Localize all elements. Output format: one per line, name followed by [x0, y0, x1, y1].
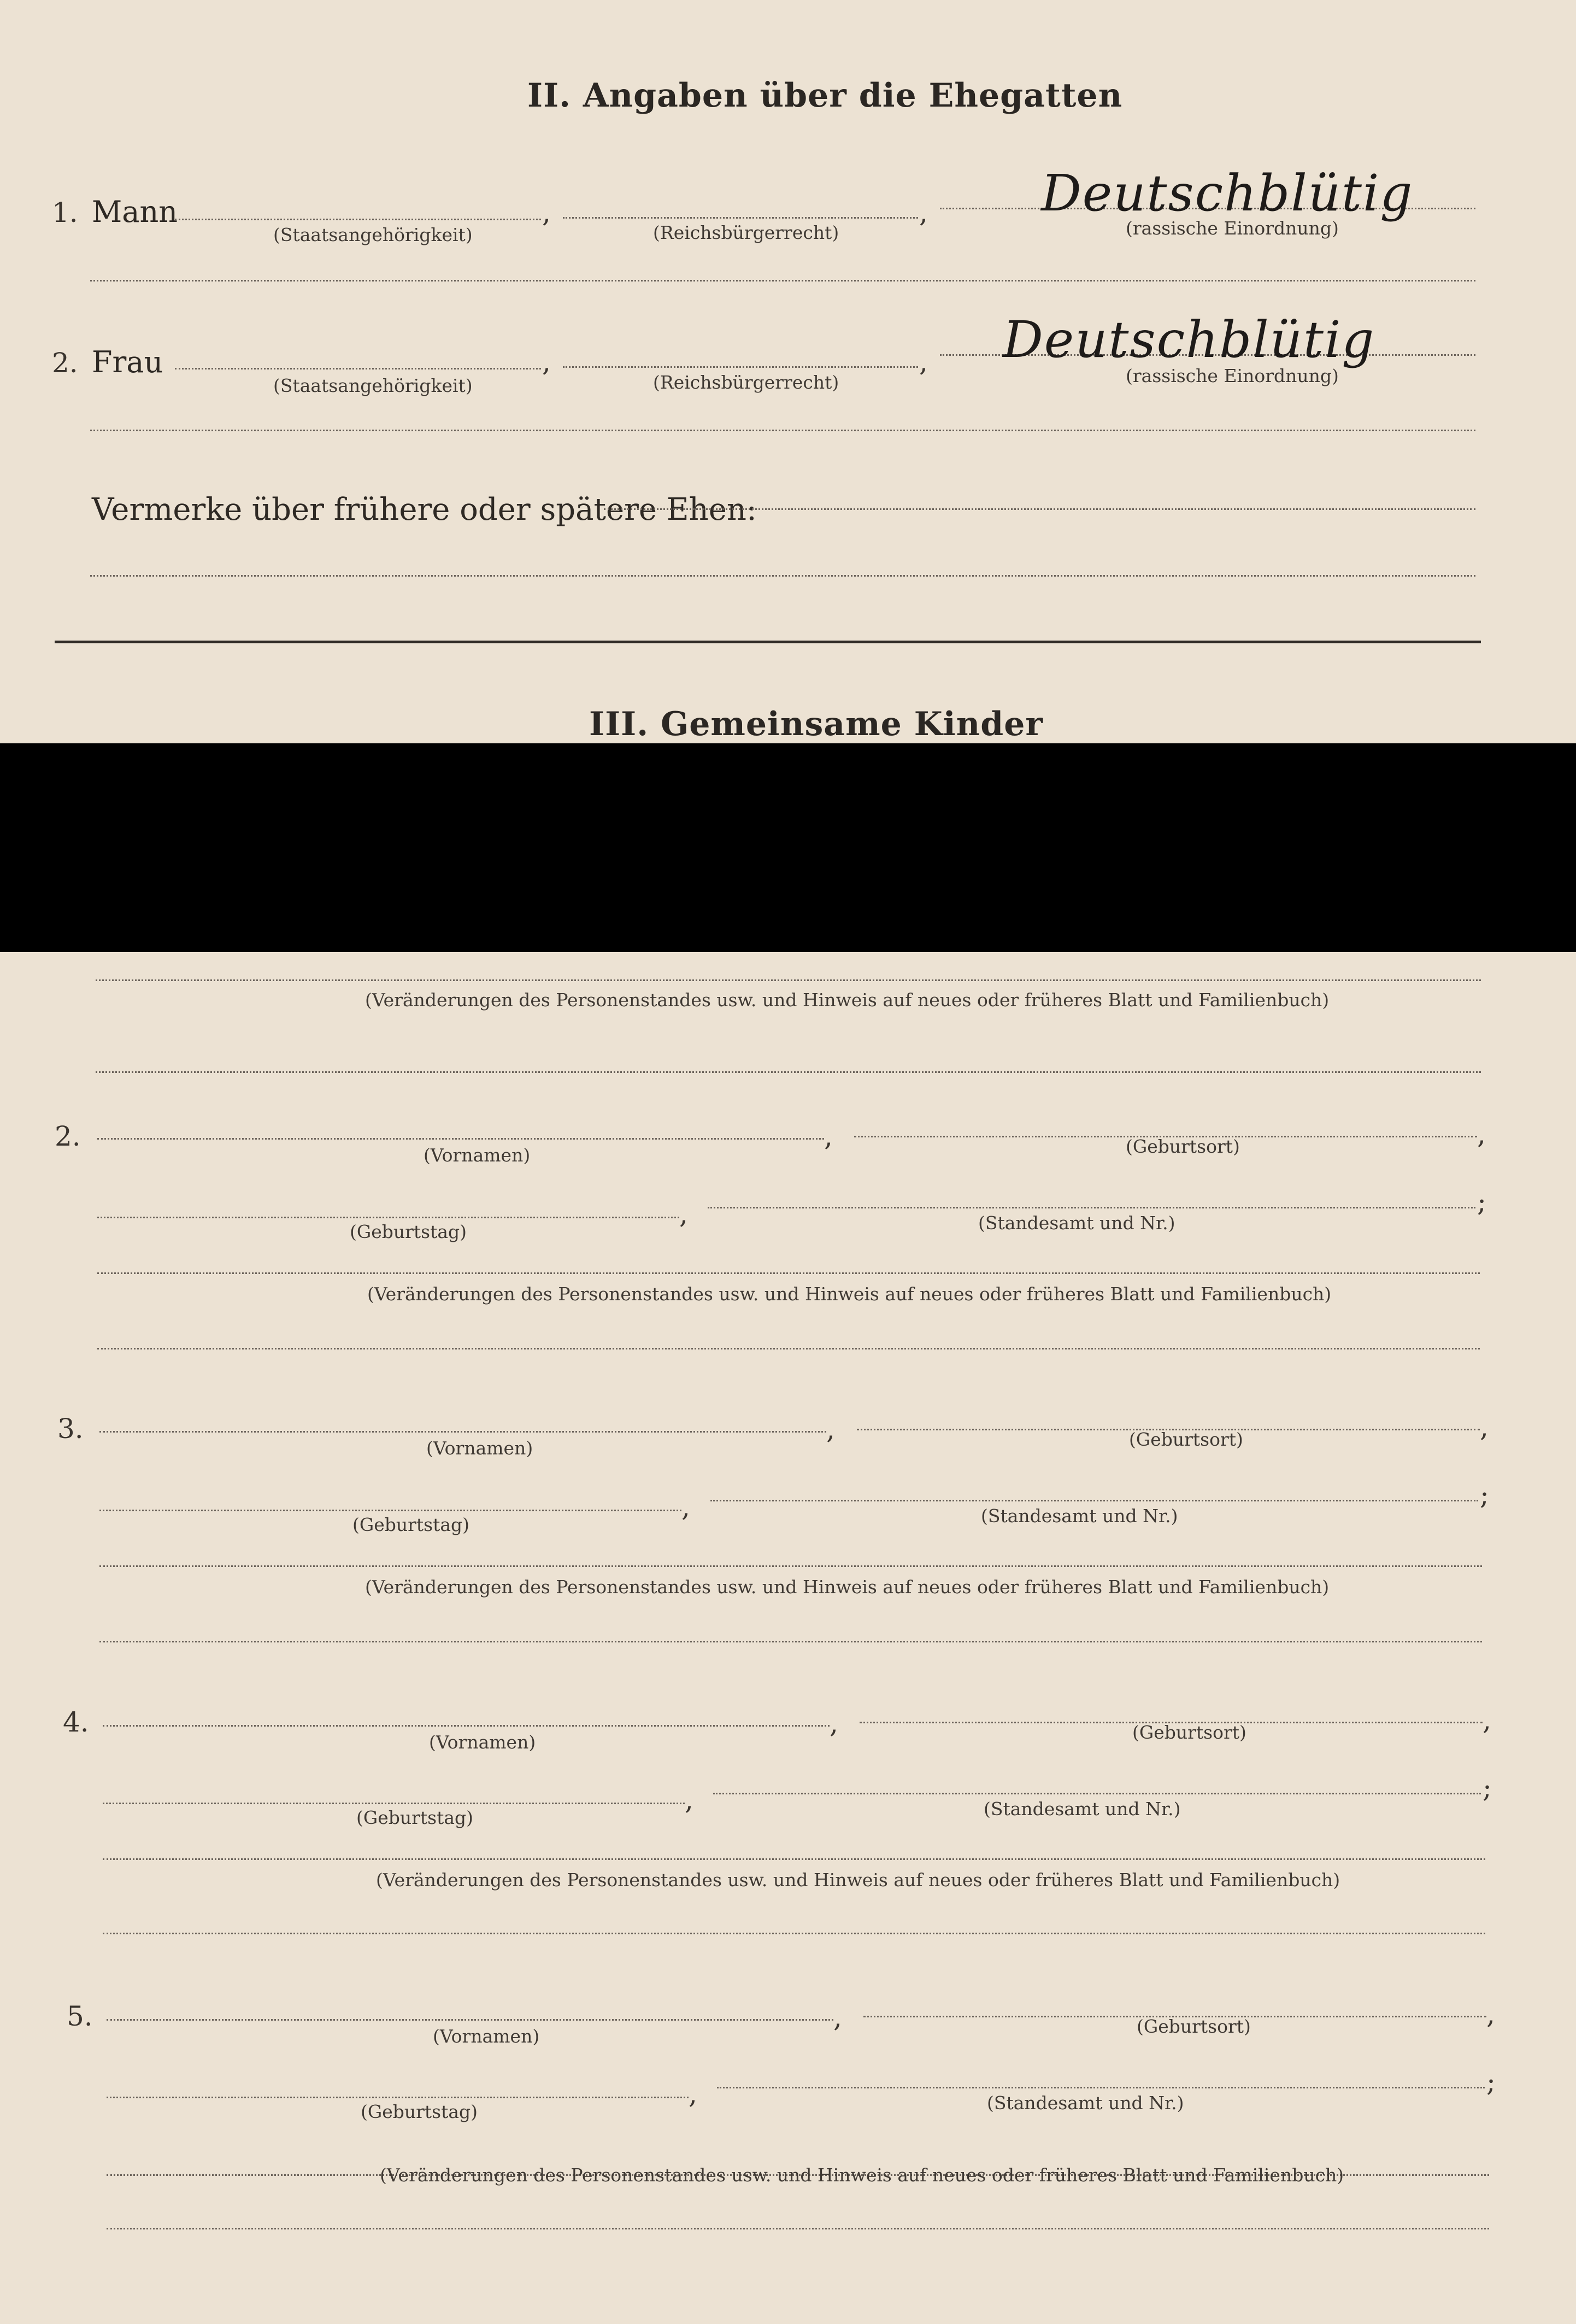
child4-birthplace-caption: (Geburtsort) [1132, 1722, 1246, 1743]
child3-birthday-line[interactable] [99, 1510, 681, 1511]
redaction-bar [0, 743, 1576, 952]
child2-number: 2. [55, 1120, 81, 1152]
child2-changes-caption: (Veränderungen des Personenstandes usw. und Hinweis auf neues oder früheres Blatt und Familienbuch) [367, 1283, 1332, 1305]
child5-changes-line-2[interactable] [107, 2228, 1489, 2229]
child4-birthday-caption: (Geburtstag) [356, 1807, 474, 1828]
child5-birthday-caption: (Geburtstag) [361, 2101, 478, 2122]
child5-changes-caption: (Veränderungen des Personenstandes usw. und Hinweis auf neues oder früheres Blatt und Familienbuch) [380, 2164, 1344, 2186]
comma: , [679, 1198, 688, 1230]
comma: , [1486, 1998, 1495, 2030]
child4-registry-caption: (Standesamt und Nr.) [984, 1798, 1181, 1820]
child4-changes-caption: (Veränderungen des Personenstandes usw. und Hinweis auf neues oder früheres Blatt und Familienbuch) [376, 1869, 1340, 1891]
wife-number: 2. [52, 347, 78, 379]
husband-citizenship-line[interactable] [563, 217, 918, 219]
child2-registry-line[interactable] [708, 1207, 1475, 1208]
comma: , [1477, 1118, 1486, 1150]
comma: , [542, 346, 551, 378]
remarks-line-2[interactable] [90, 575, 1475, 577]
section-2-title: II. Angaben über die Ehegatten [527, 77, 1123, 115]
caption-race: (rassische Einordnung) [1126, 218, 1339, 239]
wife-extra-line[interactable] [90, 430, 1475, 431]
child2-given-line[interactable] [97, 1138, 824, 1140]
child3-given-line[interactable] [99, 1431, 826, 1433]
child4-changes-line[interactable] [103, 1858, 1485, 1860]
wife-nationality-line[interactable] [175, 368, 541, 369]
child5-birthplace-caption: (Geburtsort) [1137, 2016, 1251, 2037]
comma: , [681, 1491, 690, 1523]
child3-registry-caption: (Standesamt und Nr.) [981, 1505, 1178, 1527]
semicolon: ; [1480, 1479, 1489, 1511]
child5-registry-line[interactable] [717, 2087, 1485, 2088]
section-divider [55, 641, 1481, 643]
comma: , [833, 2002, 842, 2033]
husband-label: Mann [92, 195, 178, 229]
child2-birthplace-caption: (Geburtsort) [1126, 1136, 1240, 1157]
husband-nationality-line[interactable] [175, 219, 541, 220]
semicolon: ; [1483, 1772, 1492, 1804]
child5-given-caption: (Vornamen) [433, 2026, 540, 2047]
child3-given-caption: (Vornamen) [426, 1437, 533, 1459]
child3-changes-line-2[interactable] [99, 1641, 1482, 1642]
child3-changes-line[interactable] [99, 1565, 1482, 1567]
remarks-line-1[interactable] [604, 508, 1475, 510]
child5-registry-caption: (Standesamt und Nr.) [987, 2092, 1184, 2114]
child3-birthplace-caption: (Geburtsort) [1129, 1429, 1243, 1450]
wife-label: Frau [92, 345, 163, 379]
child3-registry-line[interactable] [710, 1500, 1478, 1501]
child4-birthday-line[interactable] [103, 1803, 685, 1804]
caption-citizenship: (Reichsbürgerrecht) [653, 222, 839, 243]
wife-race-handwriting: Deutschblütig [1003, 310, 1375, 369]
comma: , [685, 1784, 693, 1816]
child4-given-caption: (Vornamen) [429, 1732, 536, 1753]
comma: , [542, 197, 551, 228]
child3-number: 3. [57, 1413, 84, 1445]
child3-changes-caption: (Veränderungen des Personenstandes usw. und Hinweis auf neues oder früheres Blatt und Familienbuch) [365, 1576, 1330, 1598]
wife-citizenship-line[interactable] [563, 366, 918, 368]
child1-changes-caption: (Veränderungen des Personenstandes usw. und Hinweis auf neues oder früheres Blatt und Familienbuch) [365, 989, 1330, 1011]
child2-birthday-caption: (Geburtstag) [350, 1221, 467, 1242]
child4-registry-line[interactable] [713, 1793, 1481, 1794]
comma: , [830, 1707, 838, 1739]
child5-given-line[interactable] [107, 2019, 833, 2021]
comma: , [1480, 1411, 1489, 1443]
child3-birthday-caption: (Geburtstag) [352, 1514, 470, 1535]
child5-birthday-line[interactable] [107, 2097, 689, 2098]
comma: , [824, 1120, 833, 1152]
child4-given-line[interactable] [103, 1725, 830, 1727]
child5-number: 5. [67, 2000, 93, 2032]
comma: , [826, 1413, 835, 1445]
child2-changes-line[interactable] [97, 1272, 1480, 1274]
caption-nationality: (Staatsangehörigkeit) [273, 224, 473, 245]
caption-citizenship: (Reichsbürgerrecht) [653, 372, 839, 393]
comma: , [689, 2078, 697, 2110]
caption-nationality: (Staatsangehörigkeit) [273, 375, 473, 396]
husband-extra-line[interactable] [90, 280, 1475, 281]
husband-race-handwriting: Deutschblütig [1041, 164, 1414, 222]
child2-birthday-line[interactable] [97, 1217, 679, 1218]
caption-race: (rassische Einordnung) [1126, 365, 1339, 386]
semicolon: ; [1486, 2066, 1496, 2098]
child4-number: 4. [63, 1706, 89, 1738]
comma: , [919, 197, 928, 228]
child4-changes-line-2[interactable] [103, 1933, 1485, 1934]
husband-number: 1. [52, 197, 78, 228]
child2-changes-line-2[interactable] [97, 1348, 1480, 1349]
section-3-title: III. Gemeinsame Kinder [589, 705, 1043, 743]
comma: , [1483, 1704, 1491, 1736]
comma: , [919, 346, 928, 378]
child2-registry-caption: (Standesamt und Nr.) [978, 1212, 1175, 1234]
child2-given-caption: (Vornamen) [424, 1145, 531, 1166]
child1-changes-line[interactable] [96, 979, 1481, 981]
semicolon: ; [1477, 1186, 1486, 1218]
remarks-label: Vermerke über frühere oder spätere Ehen: [92, 492, 757, 527]
child1-changes-line-2[interactable] [96, 1071, 1481, 1073]
